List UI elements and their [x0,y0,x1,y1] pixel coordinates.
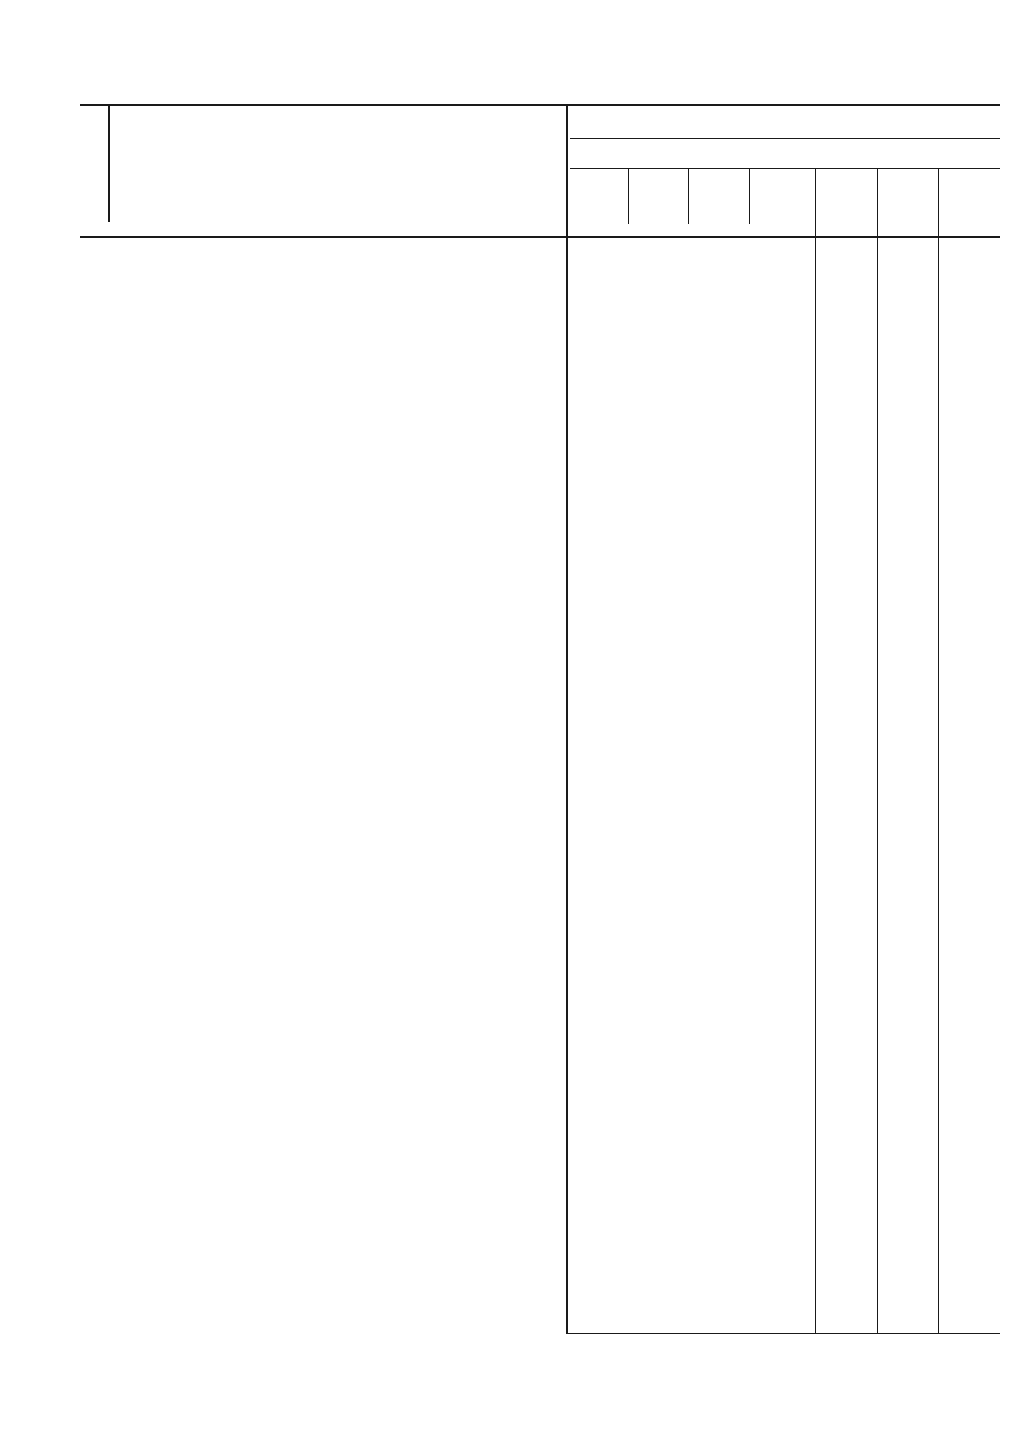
year-divider [877,168,878,1334]
year-divider [688,168,689,224]
header-university-line [250,144,450,159]
lfd-column-rule [108,104,110,222]
table-header-rule [80,236,1000,238]
header-university [250,144,450,189]
year-divider [938,168,939,1334]
year-divider [749,168,750,224]
table-top-rule [80,104,1000,106]
header-university-dash [250,159,450,174]
year-divider [628,168,629,224]
data-column-rule [566,104,568,1334]
header-hochschule-line [250,174,450,189]
studierende-rule [570,138,1000,139]
year-divider [815,168,816,1334]
table-bottom-rule [566,1333,1000,1334]
insgesamt-rule [570,168,1000,169]
